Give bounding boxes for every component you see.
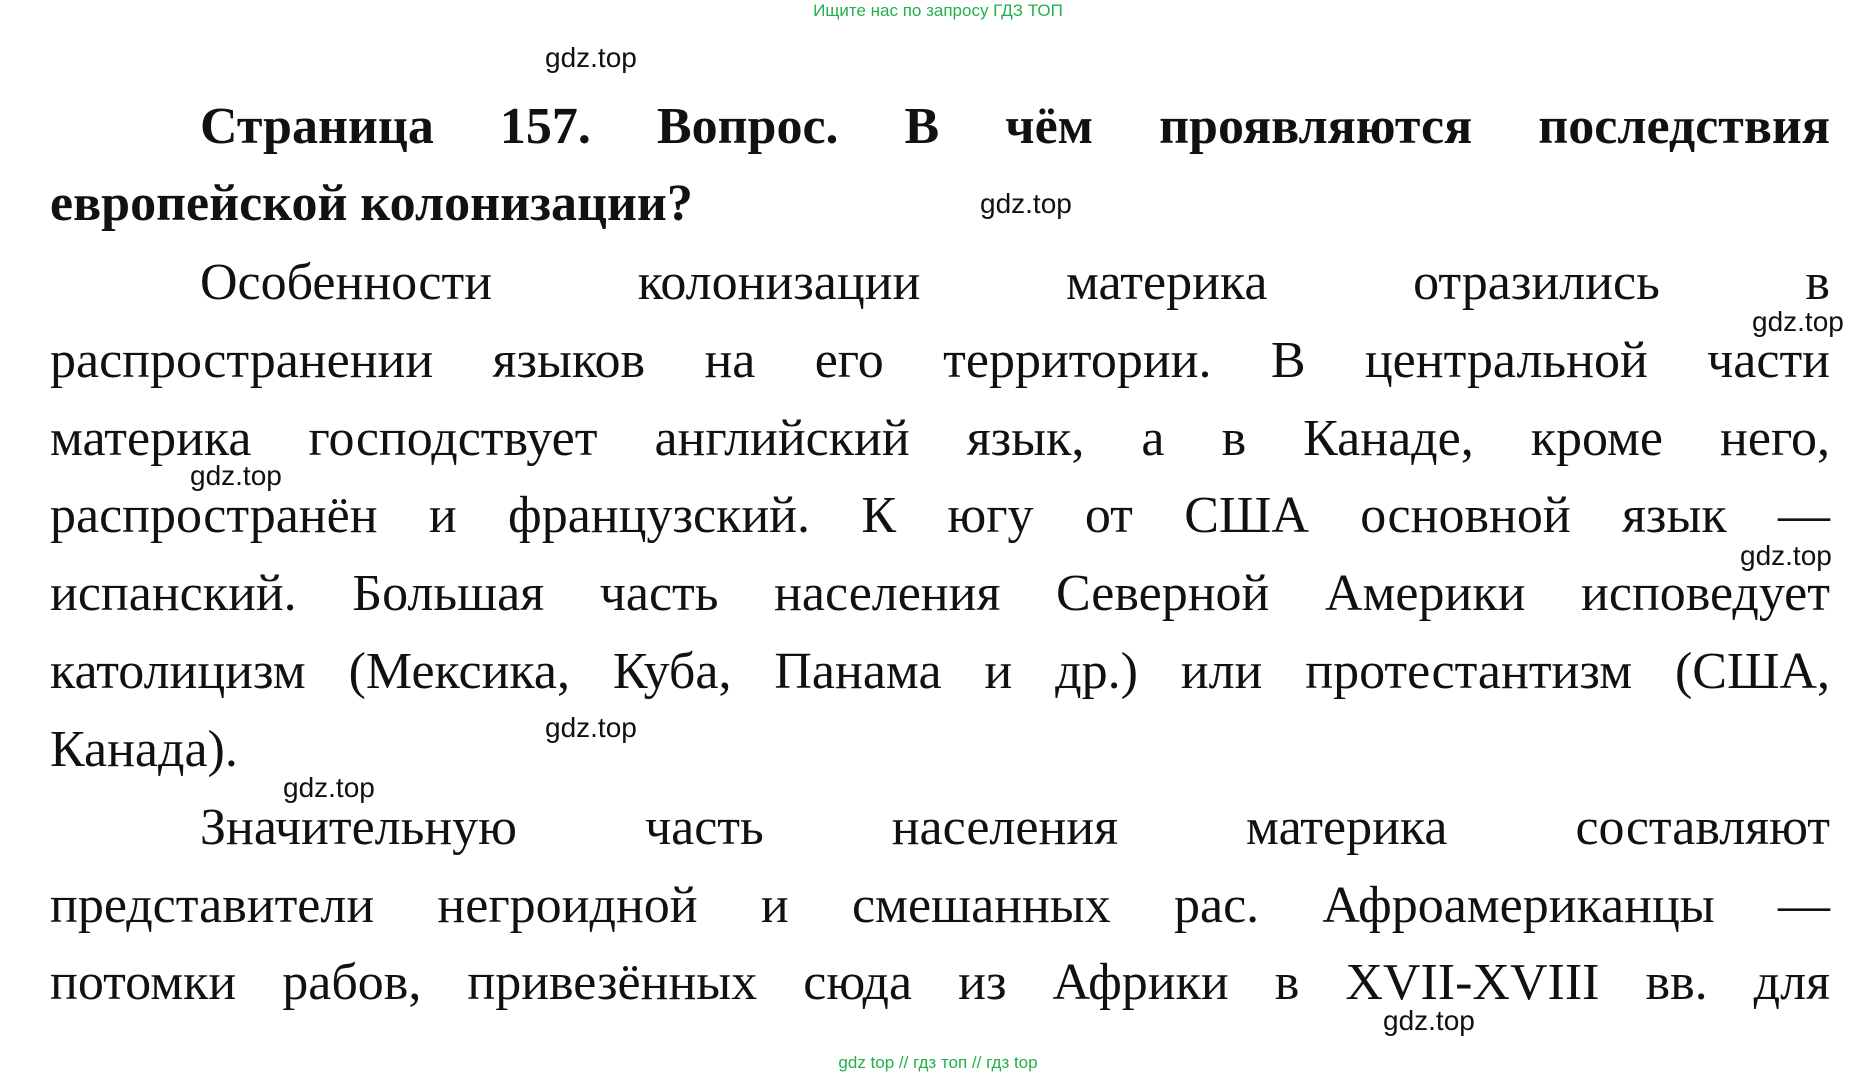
paragraph1-line-7: Канада). bbox=[50, 721, 238, 778]
paragraph1-line-1: Особенности колонизации материка отразились в bbox=[200, 254, 1830, 311]
watermark: gdz.top bbox=[545, 42, 637, 73]
watermark: gdz.top bbox=[980, 188, 1072, 219]
paragraph1-line-5: испанский. Большая часть населения Северной Америки исповедует bbox=[50, 565, 1830, 622]
paragraph2-line-1: Значительную часть населения материка составляют bbox=[200, 799, 1830, 856]
paragraph1-line-3: материка господствует английский язык, а в Канаде, кроме него, bbox=[50, 410, 1830, 467]
paragraph2-line-2: представители негроидной и смешанных рас. Афроамериканцы — bbox=[50, 877, 1830, 934]
watermark: gdz.top bbox=[283, 772, 375, 803]
footer-watermark: gdz top // гдз топ // гдз top bbox=[838, 1053, 1038, 1072]
paragraph1-line-2: распространении языков на его территории. В центральной части bbox=[50, 332, 1830, 389]
heading-line-1: Страница 157. Вопрос. В чём проявляются последствия bbox=[200, 98, 1830, 155]
heading-line-2: европейской колонизации? bbox=[50, 175, 693, 232]
paragraph1-line-4: распространён и французский. К югу от США основной язык — bbox=[50, 487, 1830, 544]
watermark: gdz.top bbox=[1383, 1005, 1475, 1036]
paragraph1-line-6: католицизм (Мексика, Куба, Панама и др.) или протестантизм (США, bbox=[50, 643, 1830, 700]
paragraph2-line-3: потомки рабов, привезённых сюда из Африки в XVII-XVIII вв. для bbox=[50, 954, 1830, 1011]
watermark: gdz.top bbox=[1752, 306, 1844, 337]
search-banner: Ищите нас по запросу ГДЗ ТОП bbox=[813, 1, 1063, 20]
watermark: gdz.top bbox=[190, 460, 282, 491]
watermark: gdz.top bbox=[1740, 540, 1832, 571]
watermark: gdz.top bbox=[545, 712, 637, 743]
